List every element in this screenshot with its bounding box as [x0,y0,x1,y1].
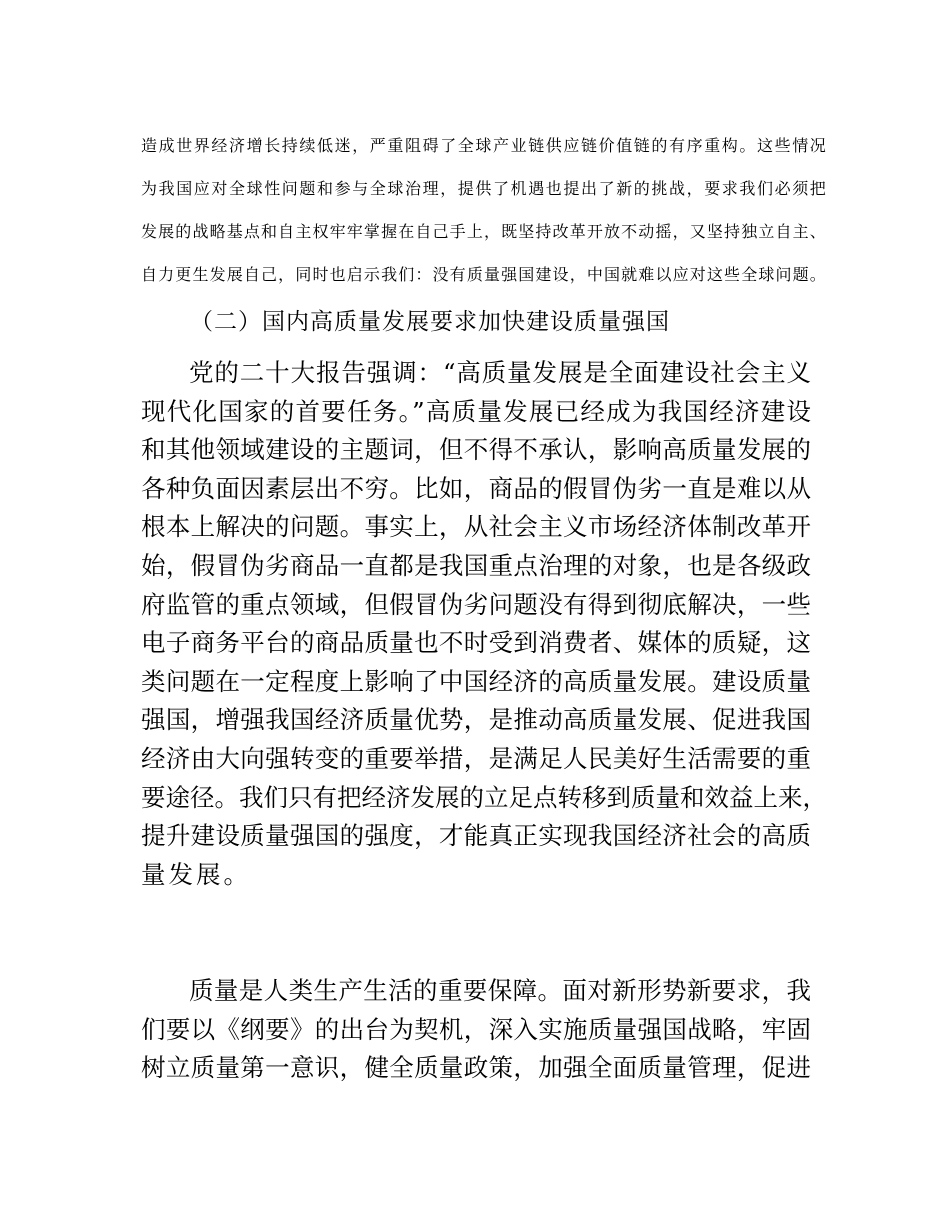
paragraph-1-line-14: 量发展。 [141,859,251,889]
paragraph-2 [141,972,811,1088]
paragraph-1-line-10: 强国，增强我国经济质量优势，是推动高质量发展、促进我国 [141,705,811,735]
paragraph-1-line-13: 提升建设质量强国的强度，才能真正实现我国经济社会的高质 [141,821,811,851]
paragraph-1-line-7: 府监管的重点领域，但假冒伪劣问题没有得到彻底解决，一些 [141,589,811,619]
top-paragraph [141,124,826,296]
top-paragraph-line-4: 自力更生发展自己，同时也启示我们：没有质量强国建设，中国就难以应对这些全球问题。 [141,265,826,284]
paragraph-1-line-11: 经济由大向强转变的重要举措，是满足人民美好生活需要的重 [141,743,811,773]
paragraph-1-line-5: 根本上解决的问题。事实上，从社会主义市场经济体制改革开 [141,512,811,542]
paragraph-2-line-1: 质量是人类生产生活的重要保障。面对新形势新要求，我 [189,976,811,1005]
paragraph-2-line-3: 树立质量第一意识，健全质量政策，加强全面质量管理，促进 [141,1053,811,1083]
paragraph-1-line-12: 要途径。我们只有把经济发展的立足点转移到质量和效益上来， [141,782,827,812]
paragraph-1-line-8: 电子商务平台的商品质量也不时受到消费者、媒体的质疑，这 [141,628,811,658]
paragraph-1-line-1: 党的二十大报告强调：“高质量发展是全面建设社会主义 [189,358,811,387]
section-heading: （二）国内高质量发展要求加快建设质量强国 [190,309,670,335]
top-paragraph-line-3: 发展的战略基点和自主权牢牢掌握在自己手上，既坚持改革开放不动摇，又坚持独立自主、 [141,222,826,241]
paragraph-2-line-2: 们要以《纲要》的出台为契机，深入实施质量强国战略，牢固 [141,1014,811,1044]
paragraph-1-line-6: 始，假冒伪劣商品一直都是我国重点治理的对象，也是各级政 [141,550,811,580]
paragraph-1-line-2: 现代化国家的首要任务。”高质量发展已经成为我国经济建设 [141,396,811,426]
paragraph-1 [141,354,827,894]
paragraph-1-line-4: 各种负面因素层出不穷。比如，商品的假冒伪劣一直是难以从 [141,473,811,503]
paragraph-1-line-9: 类问题在一定程度上影响了中国经济的高质量发展。建设质量 [141,666,811,696]
top-paragraph-line-1: 造成世界经济增长持续低迷，严重阻碍了全球产业链供应链价值链的有序重构。这些情况 [141,136,826,155]
top-paragraph-line-2: 为我国应对全球性问题和参与全球治理，提供了机遇也提出了新的挑战，要求我们必须把 [141,179,826,198]
paragraph-1-line-3: 和其他领域建设的主题词，但不得不承认，影响高质量发展的 [141,435,811,465]
